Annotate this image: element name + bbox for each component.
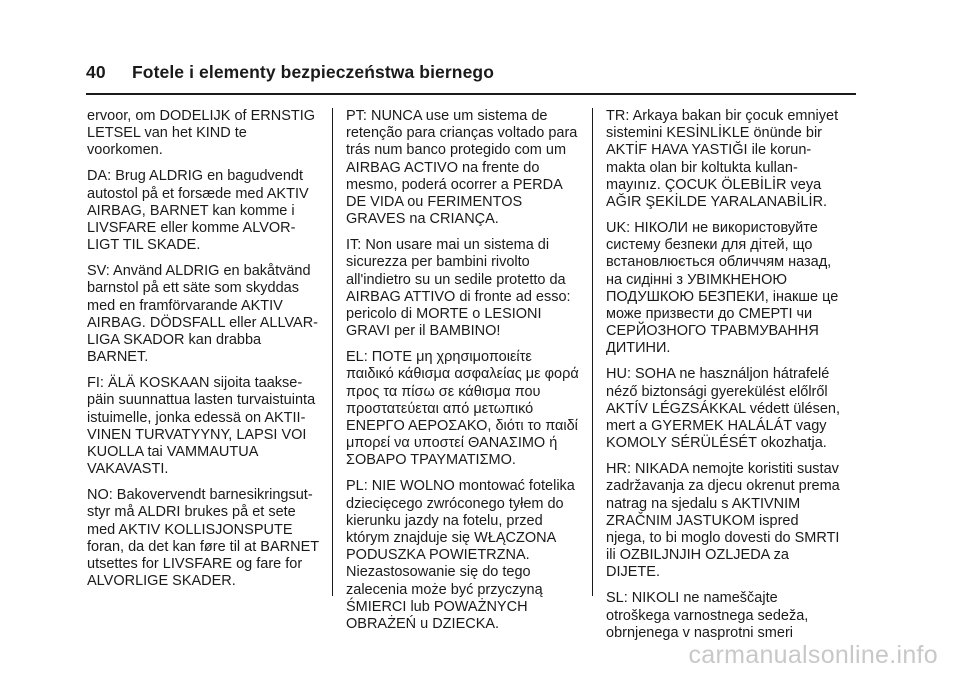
paragraph-it: IT: Non usare mai un sistema di sicurezza per bambini rivolto all'indietro su un sedile protetto da AIRBAG ATTIVO di fronte ad esso: pericolo di MORTE o LESIONI GRAVI per il BAMBINO! [346,237,571,340]
paragraph-sv: SV: Använd ALDRIG en bakåtvänd barnstol på ett säte som skyddas med en framförvarande AKTIV AIRBAG. DÖDSFALL eller ALLVAR- LIGA SKADOR kan drabba BARNET. [87,263,319,366]
paragraph-el: EL: ΠΟΤΕ μη χρησιμοποιείτε παιδικό κάθισμα ασφαλείας με φορά προς τα πίσω σε κάθισμα που προστατεύεται από μετωπικό ΕΝΕΡΓΟ ΑΕΡΟΣΑΚΟ, διότι το παιδί μπορεί να υποστεί ΘΑΝΑΣΙΜΟ ή ΣΟΒΑΡΟ ΤΡΑΥΜΑΤΙΣΜΟ. [346,349,579,469]
paragraph-pl: PL: NIE WOLNO montować fotelika dziecięcego zwróconego tyłem do kierunku jazdy na fotelu, przed którym znajduje się WŁĄCZONA PODUSZKA POWIETRZNA. Niezastosowanie się do tego zalecenia może być przyczyną ŚMIERCI lub POWAŻNYCH OBRAŻEŃ u DZIECKA. [346,478,575,633]
paragraph-hr: HR: NIKADA nemojte koristiti sustav zadržavanja za djecu okrenut prema natrag na sjedalu s AKTIVNIM ZRAČNIM JASTUKOM ispred njega, to bi moglo dovesti do SMRTI ili OZBILJNJIH OZLJEDA za DIJETE. [606,461,840,581]
header-rule [86,93,856,95]
paragraph-hu: HU: SOHA ne használjon hátrafelé néző biztonsági gyerekülést előlről AKTÍV LÉGZSÁKKAL védett ülésen, mert a GYERMEK HALÁLÁT vagy KOMOLY SÉRÜLÉSÉT okozhatja. [606,366,840,452]
paragraph-pt: PT: NUNCA use um sistema de retenção para crianças voltado para trás num banco protegido com um AIRBAG ACTIVO na frente do mesmo, poderá ocorrer a PERDA DE VIDA ou FERIMENTOS GRAVES na CRIANÇA. [346,108,578,228]
paragraph-no: NO: Bakovervendt barnesikringsut- styr må ALDRI brukes på et sete med AKTIV KOLLISJONSPUTE foran, da det kan føre til at BARNET utsettes for LIVSFARE og fare for ALVORLIGE SKADER. [87,487,320,590]
paragraph-tr: TR: Arkaya bakan bir çocuk emniyet sistemini KESİNLİKLE önünde bir AKTİF HAVA YASTIĞI ile korun- makta olan bir koltukta kullan- mayınız. ÇOCUK ÖLEBİLİR veya AĞIR ŞEKİLDE YARALANABİLİR. [606,108,839,211]
paragraph-da: DA: Brug ALDRIG en bagudvendt autostol på et forsæde med AKTIV AIRBAG, BARNET kan komme i LIVSFARE eller komme ALVOR- LIGT TIL SKADE. [87,168,309,254]
column-divider [592,108,593,596]
paragraph-nl-continued: ervoor, om DODELIJK of ERNSTIG LETSEL van het KIND te voorkomen. [87,108,316,159]
column-middle [346,108,591,642]
watermark-text: carmanualsonline.info [688,641,938,669]
section-title: Fotele i elementy bezpieczeństwa biernego [132,62,494,82]
paragraph-uk: UK: НІКОЛИ не використовуйте систему безпеки для дітей, що встановлюється обличчям назад, на сидінні з УВІМКНЕНОЮ ПОДУШКОЮ БЕЗПЕКИ, інакше це може призвести до СМЕРТІ чи СЕРЙОЗНОГО ТРАВМУВАННЯ ДИТИНИ. [606,220,839,357]
page-header [86,62,494,83]
page-number: 40 [86,62,106,82]
column-divider [332,108,333,596]
paragraph-sl: SL: NIKOLI ne nameščajte otroškega varnostnega sedeža, obrnjenega v nasprotni smeri [606,590,809,641]
column-right [606,108,856,651]
column-left [87,108,332,599]
paragraph-fi: FI: ÄLÄ KOSKAAN sijoita taakse- päin suunnattua lasten turvaistuinta istuimelle, jonka edessä on AKTII- VINEN TURVATYYNY, LAPSI VOI KUOLLA tai VAMMAUTUA VAKAVASTI. [87,375,316,478]
